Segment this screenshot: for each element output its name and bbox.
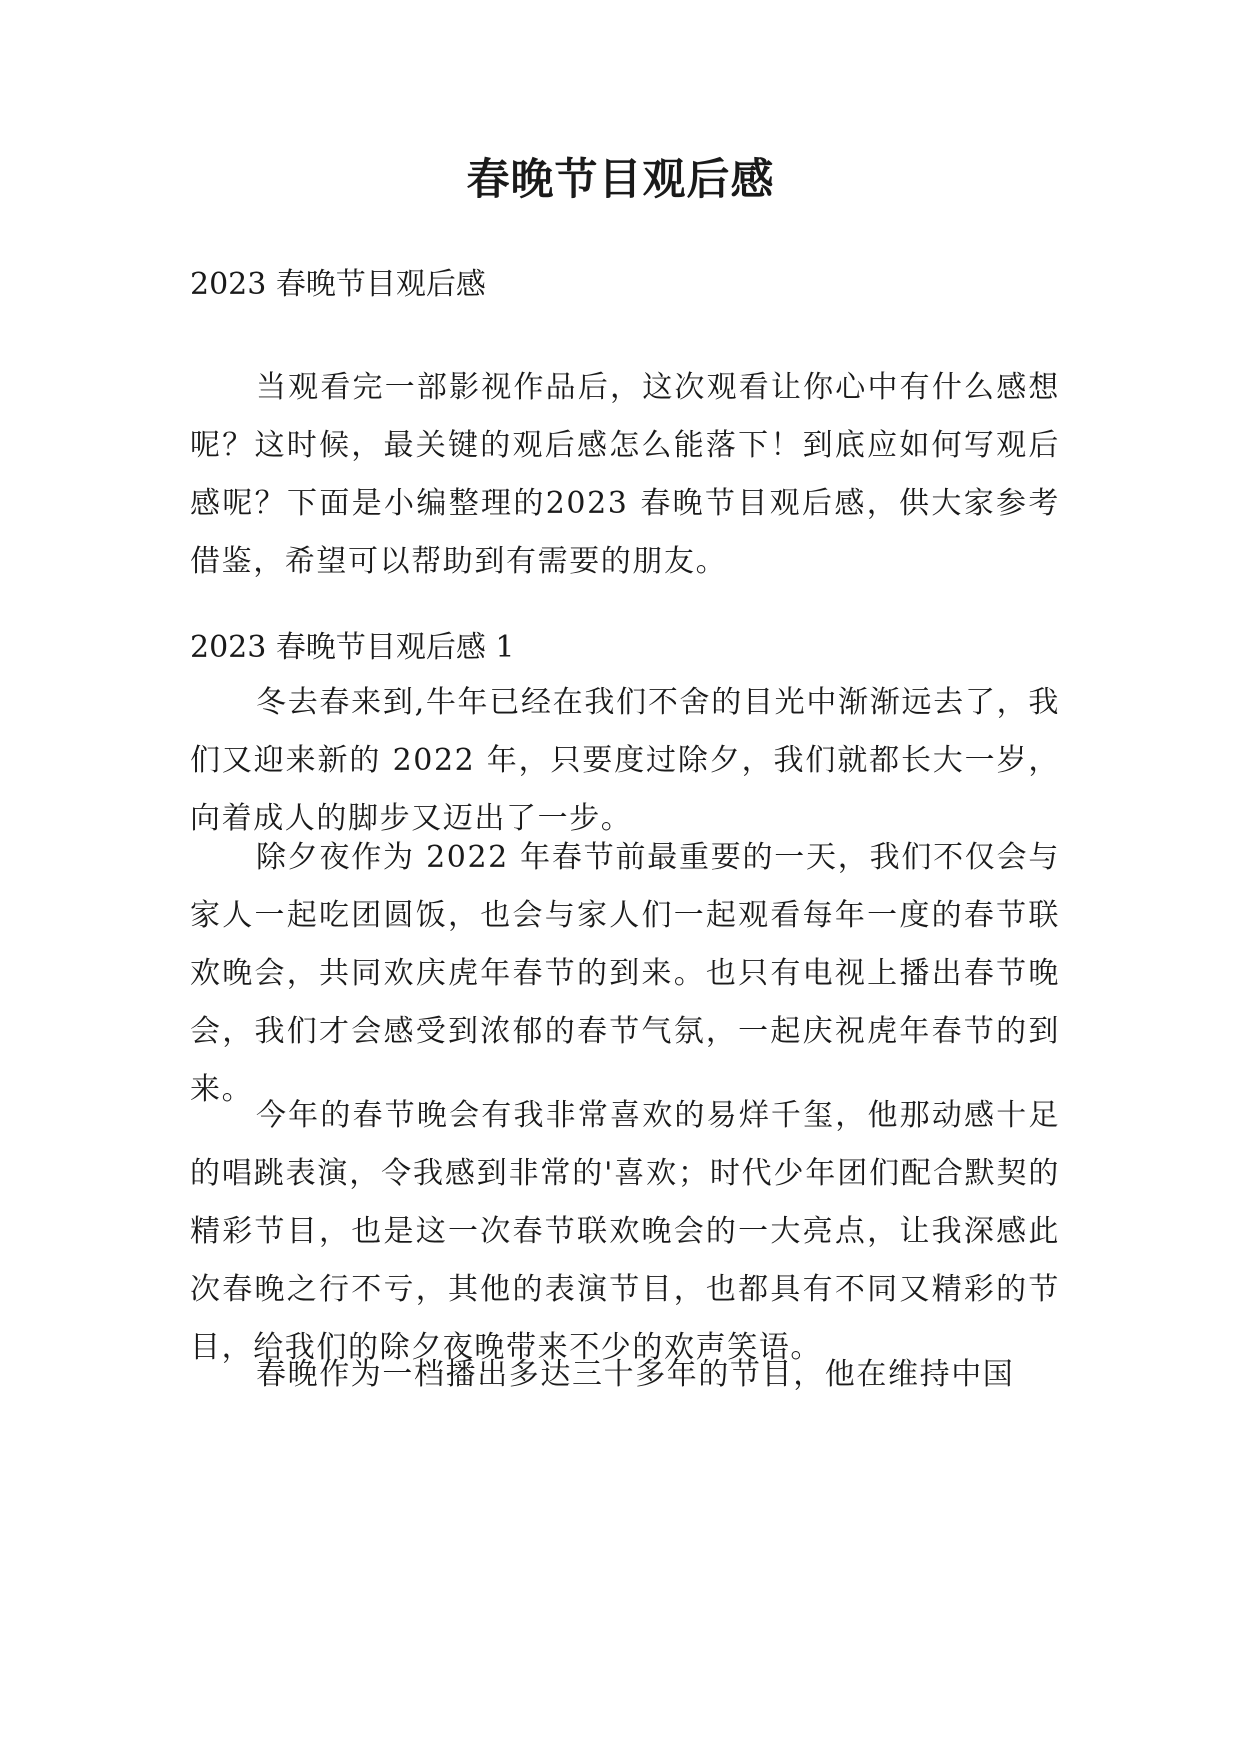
intro-paragraph: 当观看完一部影视作品后，这次观看让你心中有什么感想呢？这时候，最关键的观后感怎么能落下！到底应如何写观后感呢？下面是小编整理的2023 春晚节目观后感，供大家参考借鉴，希望可以帮助到有需要的朋友。: [190, 370, 1060, 579]
body-paragraph: 冬去春来到,牛年已经在我们不舍的目光中渐渐远去了，我们又迎来新的 2022 年，只要度过除夕，我们就都长大一岁，向着成人的脚步又迈出了一步。: [190, 685, 1060, 836]
body-paragraph: 春晚作为一档播出多达三十多年的节目，他在维持中国: [256, 1357, 1015, 1392]
body-paragraph: 除夕夜作为 2022 年春节前最重要的一天，我们不仅会与家人一起吃团圆饭，也会与家人们一起观看每年一度的春节联欢晚会，共同欢庆虎年春节的到来。也只有电视上播出春节晚会，我们才会感受到浓郁的春节气氛，一起庆祝虎年春节的到来。: [190, 840, 1060, 1107]
section-heading: 2023 春晚节目观后感 1: [190, 630, 515, 665]
body-paragraph: 今年的春节晚会有我非常喜欢的易烊千玺，他那动感十足的唱跳表演，令我感到非常的'喜欢；时代少年团们配合默契的精彩节目，也是这一次春节联欢晚会的一大亮点，让我深感此次春晚之行不亏，其他的表演节目，也都具有不同又精彩的节目，给我们的除夕夜晚带来不少的欢声笑语。: [190, 1098, 1060, 1365]
document-subtitle: 2023 春晚节目观后感: [190, 267, 486, 302]
page-title: 春晚节目观后感: [466, 155, 775, 205]
